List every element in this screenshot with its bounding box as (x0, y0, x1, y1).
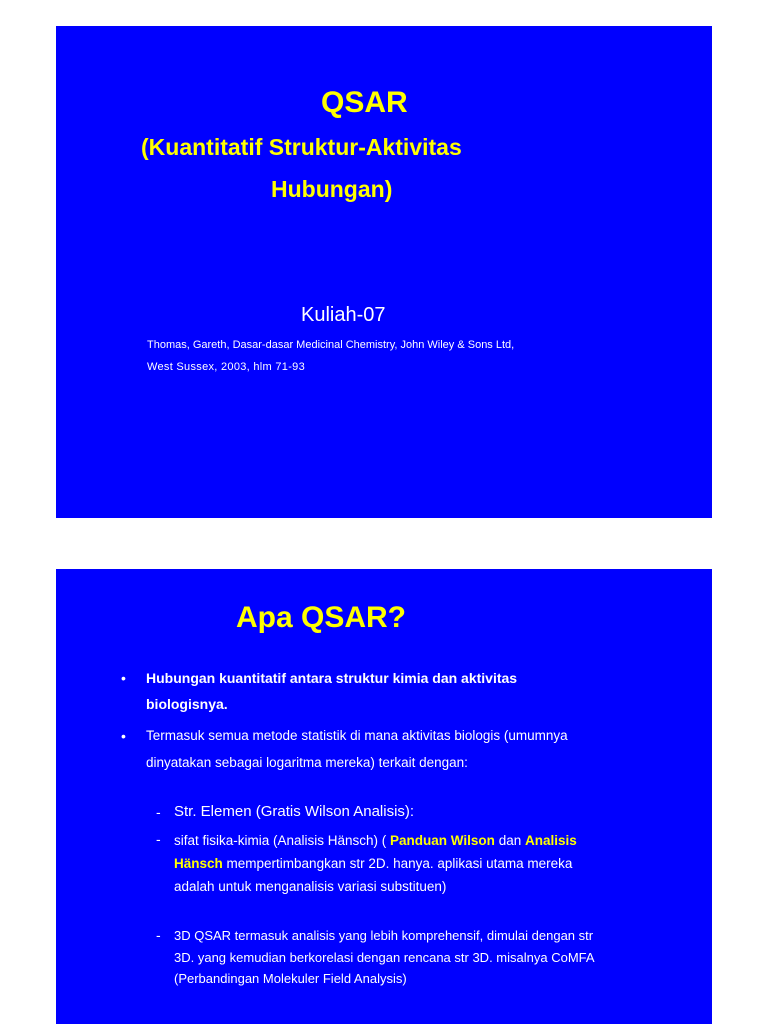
sub-item-3-line1: 3D QSAR termasuk analisis yang lebih komprehensif, dimulai dengan str (174, 928, 594, 943)
highlight-text: Panduan Wilson (390, 833, 495, 848)
sub-item-2-line1 (174, 830, 577, 851)
bullet1-line1: Hubungan kuantitatif antara struktur kimia dan aktivitas (146, 670, 518, 686)
reference-line1: Thomas, Gareth, Dasar-dasar Medicinal Chemistry, John Wiley & Sons Ltd, (147, 339, 515, 351)
highlight-text: Hänsch (174, 856, 223, 871)
text: dan (494, 833, 525, 848)
text: mempertimbangkan str 2D. hanya. aplikasi utama mereka (222, 856, 573, 871)
reference-line2: West Sussex, 2003, hlm 71-93 (147, 361, 305, 373)
dash-marker: - (156, 804, 161, 820)
slide-title: QSAR (321, 86, 408, 119)
text: sifat fisika-kimia (Analisis Hänsch) ( (174, 833, 391, 848)
slide-title: Apa QSAR? (236, 601, 407, 634)
highlight-text: Analisis (524, 833, 577, 848)
sub-item-2-line3: adalah untuk menganalisis variasi substituen) (174, 879, 447, 894)
lecture-label: Kuliah-07 (301, 304, 386, 326)
bullet-marker: • (121, 670, 126, 686)
dash-marker: - (156, 831, 161, 847)
slide-1 (56, 26, 712, 518)
sub-item-3-line3: (Perbandingan Molekuler Field Analysis) (174, 971, 407, 986)
sub-item-3-line2: 3D. yang kemudian berkorelasi dengan rencana str 3D. misalnya CoMFA (174, 950, 595, 965)
sub-item-1: Str. Elemen (Gratis Wilson Analisis): (174, 803, 415, 820)
sub-item-2-line2 (174, 853, 572, 874)
bullet2-line1: Termasuk semua metode statistik di mana aktivitas biologis (umumnya (146, 728, 568, 743)
bullet1-line2: biologisnya. (146, 696, 228, 712)
slide-subtitle-line1: (Kuantitatif Struktur-Aktivitas (141, 134, 462, 160)
dash-marker: - (156, 927, 161, 943)
slide-subtitle-line2: Hubungan) (271, 176, 393, 202)
bullet-marker: • (121, 728, 126, 744)
bullet2-line2: dinyatakan sebagai logaritma mereka) terkait dengan: (146, 755, 468, 770)
slide-2 (56, 569, 712, 1024)
